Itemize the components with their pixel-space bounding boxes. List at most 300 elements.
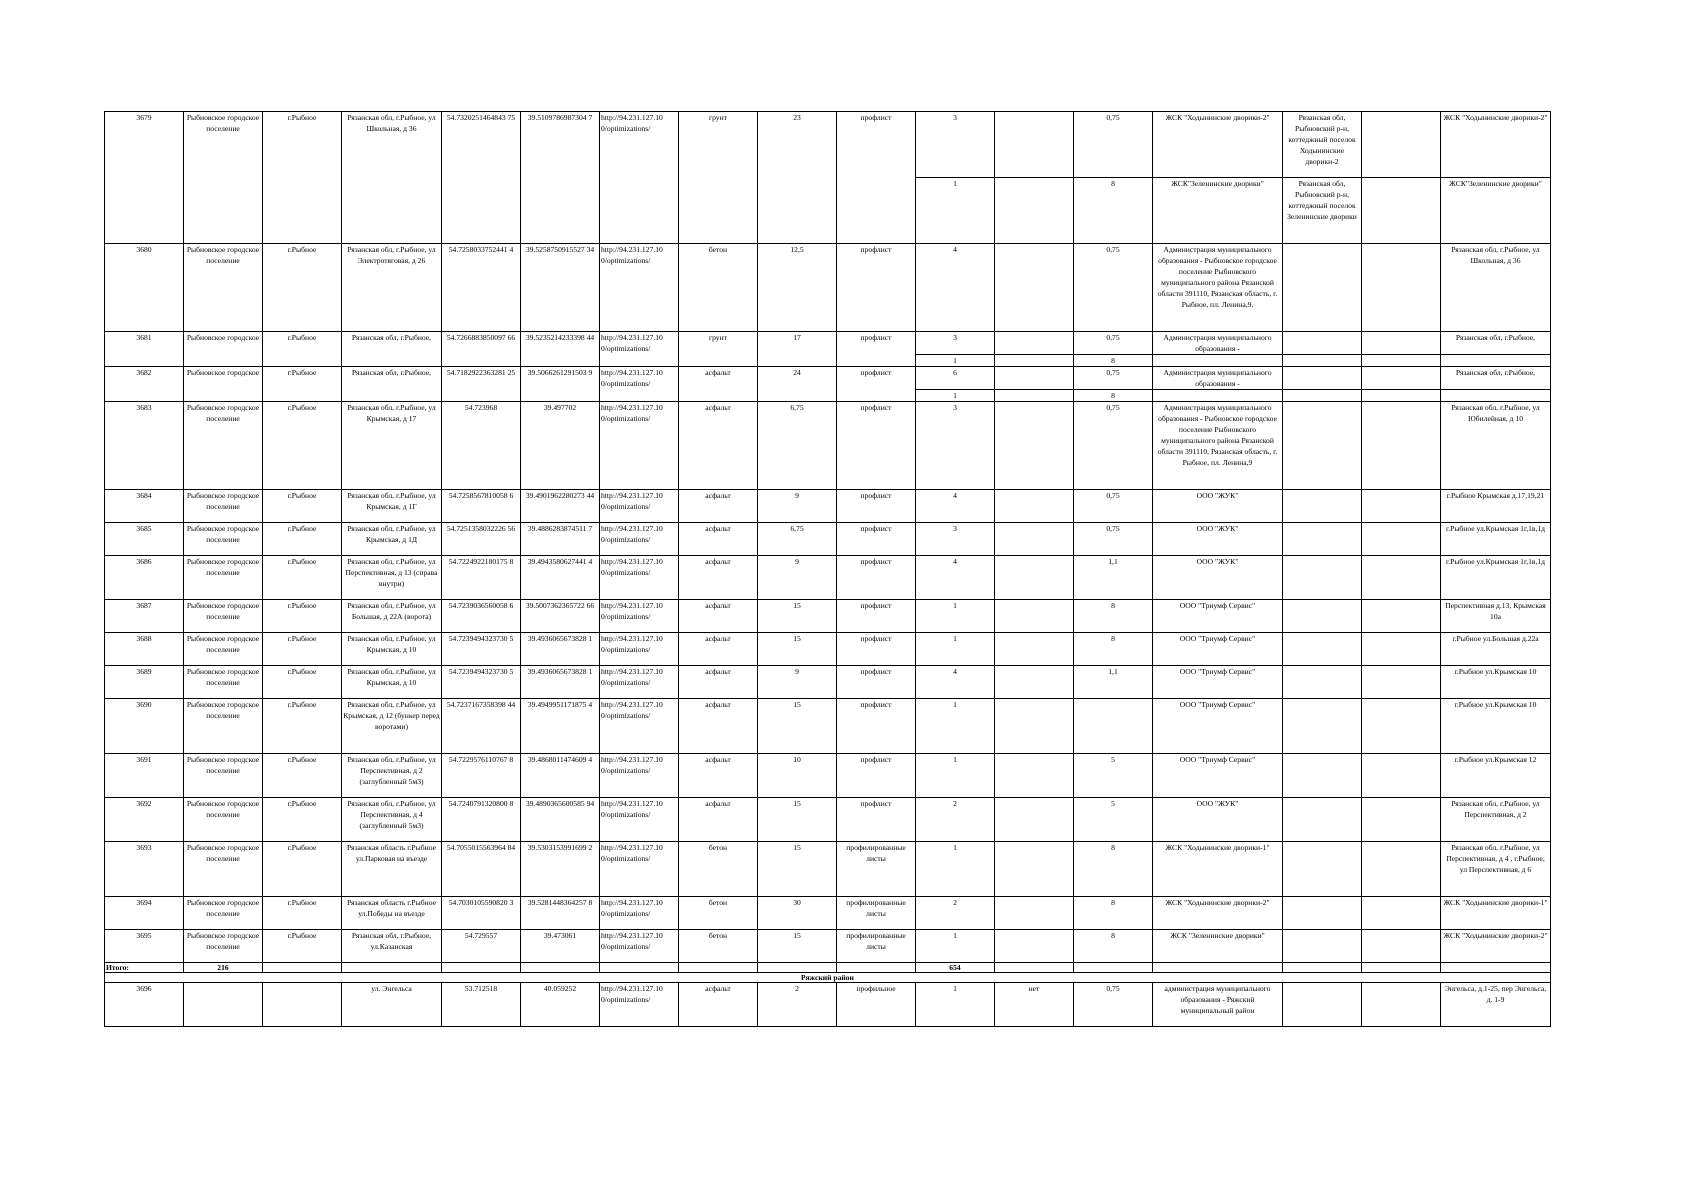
cell-area: 15 xyxy=(758,633,837,666)
cell-latitude: 54.7239494323730 5 xyxy=(442,666,521,699)
cell-volume: 0,75 xyxy=(1074,367,1153,390)
cell-id: 3692 xyxy=(105,798,184,842)
cell-latitude: 54.7266883850097 66 xyxy=(442,332,521,367)
cell-link: http://94.231.127.10 0/optimizations/ xyxy=(600,490,679,523)
cell-src: Энгельса, д.1-25, пер Энгельса, д. 1-9 xyxy=(1441,983,1551,1027)
cell-link: http://94.231.127.10 0/optimizations/ xyxy=(600,842,679,897)
cell-latitude: 54.7224922180175 8 xyxy=(442,556,521,600)
cell-municipality: Рыбновское городское поселение xyxy=(184,402,263,490)
cell-volume: 0,75 xyxy=(1074,402,1153,490)
cell-organization xyxy=(1153,390,1283,402)
cell-empty xyxy=(995,633,1074,666)
cell-empty xyxy=(1362,178,1441,244)
cell-empty xyxy=(1362,600,1441,633)
cell-location: Рязанская обл, Рыбновский р-н, коттеджный поселок Зеленинские дворики xyxy=(1283,178,1362,244)
cell-latitude: 54.7258033752441 4 xyxy=(442,244,521,332)
cell-waste-source: Перспективная д.13, Крымская 10а xyxy=(1441,600,1551,633)
cell-surface: асфальт xyxy=(679,666,758,699)
cell-id: 3679 xyxy=(105,112,184,244)
cell-empty xyxy=(600,963,679,973)
cell-container-count: 1 xyxy=(916,633,995,666)
cell-id: 3695 xyxy=(105,930,184,963)
cell-empty xyxy=(995,699,1074,754)
cell-latitude: 54.7240791320800 8 xyxy=(442,798,521,842)
cell-city: г.Рыбное xyxy=(263,600,342,633)
cell-volume: 0,75 xyxy=(1074,112,1153,178)
cell-fence: профлист xyxy=(837,332,916,367)
cell-waste-source xyxy=(1441,355,1551,367)
cell-address: Рязанская обл, г.Рыбное, ул Школьная, д 36 xyxy=(342,112,442,244)
cell-id: 3694 xyxy=(105,897,184,930)
table-row xyxy=(105,402,1551,490)
cell-empty xyxy=(995,112,1074,178)
cell-organization: ЖСК"Зеленинские дворики" xyxy=(1153,178,1283,244)
cell-link: http://94.231.127.10 0/optimizations/ xyxy=(600,244,679,332)
cell-municipality: Рыбновское городское поселение xyxy=(184,523,263,556)
cell-empty xyxy=(995,842,1074,897)
cell-empty xyxy=(1362,390,1441,402)
cell-longitude: 39.5235214233398 44 xyxy=(521,332,600,367)
cell-longitude: 39.5007362365722 66 xyxy=(521,600,600,633)
cell-municipality: Рыбновское городское поселение xyxy=(184,556,263,600)
cell-id: 3690 xyxy=(105,699,184,754)
cell-latitude: 54.7251358032226 56 xyxy=(442,523,521,556)
cell-address: Рязанская обл, г.Рыбное, ул Крымская, д 10 xyxy=(342,666,442,699)
cell-link: http://94.231.127.10 0/optimizations/ xyxy=(600,332,679,367)
cell-organization: Администрация муниципального образования - Рыбновское городское поселение Рыбновского муниципального района Рязанской области 391110, Рязанская область, г. Рыбное, пл. Ленина,9 xyxy=(1153,402,1283,490)
cell-waste-source: г.Рыбное ул.Крымская 12 xyxy=(1441,754,1551,798)
cell-area: 15 xyxy=(758,842,837,897)
cell-municipality: Рыбновское городское поселение xyxy=(184,666,263,699)
cell-link: http://94.231.127.10 0/optimizations/ xyxy=(600,897,679,930)
cell-container-count: 1 xyxy=(916,754,995,798)
cell-organization: ООО "Триумф Сервис" xyxy=(1153,666,1283,699)
cell-volume: 8 xyxy=(1074,600,1153,633)
cell-waste-source: ЖСК "Ходынинские дворики-1" xyxy=(1441,897,1551,930)
cell-empty xyxy=(1441,963,1551,973)
cell-empty xyxy=(1362,983,1441,1027)
cell-address: Рязанская обл, г.Рыбное, ул Крымская, д 1Д xyxy=(342,523,442,556)
cell-location xyxy=(1283,754,1362,798)
table-row xyxy=(105,930,1551,963)
cell-fence: профлист xyxy=(837,112,916,244)
cell-volume: 8 xyxy=(1074,355,1153,367)
cell-empty xyxy=(679,963,758,973)
cell-vol: 0,75 xyxy=(1074,983,1153,1027)
cell-container-count: 4 xyxy=(916,244,995,332)
cell-volume: 1,1 xyxy=(1074,556,1153,600)
cell-location xyxy=(1283,666,1362,699)
cell-id: 3684 xyxy=(105,490,184,523)
cell-volume: 8 xyxy=(1074,390,1153,402)
cell-address: Рязанская область г.Рыбное ул.Парковая на въезде xyxy=(342,842,442,897)
cell-empty xyxy=(1074,963,1153,973)
cell-longitude: 39.4949951171875 4 xyxy=(521,699,600,754)
cell-fence: профилированные листы xyxy=(837,897,916,930)
cell-latitude: 54.723968 xyxy=(442,402,521,490)
cell-area: 6,75 xyxy=(758,523,837,556)
cell-link: http://94.231.127.10 0/optimizations/ xyxy=(600,983,679,1027)
cell-location xyxy=(1283,600,1362,633)
cell-municipality: Рыбновское городское поселение xyxy=(184,244,263,332)
total-label: Итого: xyxy=(105,963,184,973)
cell-location xyxy=(1283,367,1362,390)
cell-surface: бетон xyxy=(679,244,758,332)
cell-municipality: Рыбновское городское поселение xyxy=(184,112,263,244)
cell-municipality: Рыбновское городское поселение xyxy=(184,754,263,798)
cell-area: 10 xyxy=(758,754,837,798)
cell-address: Рязанская обл, г.Рыбное, ул Крымская, д 1Г xyxy=(342,490,442,523)
cell-location xyxy=(1283,556,1362,600)
cell-container-count: 2 xyxy=(916,798,995,842)
cell-organization: ООО "Триумф Сервис" xyxy=(1153,633,1283,666)
table-row xyxy=(105,332,1551,355)
cell-address: Рязанская обл, г.Рыбное, xyxy=(342,367,442,402)
cell-loc xyxy=(1283,983,1362,1027)
cell-waste-source: Рязанская обл, г.Рыбное, ул Школьная, д 36 xyxy=(1441,244,1551,332)
cell-longitude: 39.4886283874511 7 xyxy=(521,523,600,556)
cell-organization: ООО "Триумф Сервис" xyxy=(1153,600,1283,633)
cell-empty xyxy=(995,963,1074,973)
cell-waste-source xyxy=(1441,390,1551,402)
cell-empty xyxy=(1362,963,1441,973)
cell-empty xyxy=(1362,633,1441,666)
section-title: Ряжский район xyxy=(105,973,1551,983)
cell-organization: Администрация муниципального образования - xyxy=(1153,332,1283,355)
cell-container-count: 6 xyxy=(916,367,995,390)
cell-n: 1 xyxy=(916,983,995,1027)
cell-fence: профлист xyxy=(837,754,916,798)
cell-area: 6,75 xyxy=(758,402,837,490)
cell-empty xyxy=(1362,699,1441,754)
cell-empty xyxy=(1362,842,1441,897)
cell-city: г.Рыбное xyxy=(263,798,342,842)
cell-empty xyxy=(995,367,1074,390)
cell-link: http://94.231.127.10 0/optimizations/ xyxy=(600,930,679,963)
cell-surface: бетон xyxy=(679,842,758,897)
cell-container-count: 3 xyxy=(916,332,995,355)
cell-empty xyxy=(995,178,1074,244)
cell-longitude: 39.4901962280273 44 xyxy=(521,490,600,523)
cell-municipality: Рыбновское городское xyxy=(184,367,263,402)
cell-organization: ЖСК "Ходынинские дворики-2" xyxy=(1153,112,1283,178)
cell-area: 12,5 xyxy=(758,244,837,332)
cell-empty xyxy=(263,963,342,973)
cell-longitude: 39.5281448364257 8 xyxy=(521,897,600,930)
cell-city: г.Рыбное xyxy=(263,490,342,523)
cell-address: Рязанская обл, г.Рыбное, ул Крымская, д 17 xyxy=(342,402,442,490)
cell-organization xyxy=(1153,355,1283,367)
section-row xyxy=(105,973,1551,983)
cell-empty xyxy=(342,963,442,973)
cell-address: Рязанская обл, г.Рыбное, ул Перспективная, д 13 (справа внутри) xyxy=(342,556,442,600)
cell-city: г.Рыбное xyxy=(263,897,342,930)
cell-organization: ООО "ЖУК" xyxy=(1153,523,1283,556)
cell-fence: профлист xyxy=(837,600,916,633)
cell-volume: 8 xyxy=(1074,930,1153,963)
cell-container-count: 4 xyxy=(916,556,995,600)
cell-link: http://94.231.127.10 0/optimizations/ xyxy=(600,367,679,402)
cell-city: г.Рыбное xyxy=(263,666,342,699)
cell-area: 15 xyxy=(758,600,837,633)
cell-container-count: 1 xyxy=(916,390,995,402)
cell-municipality: Рыбновское городское поселение xyxy=(184,930,263,963)
cell-waste-source: Рязанская обл, г.Рыбное, ул Юбилейная, д 10 xyxy=(1441,402,1551,490)
cell-id: 3680 xyxy=(105,244,184,332)
cell-waste-source: г.Рыбное ул.Крымская 1г,1в,1д xyxy=(1441,556,1551,600)
cell-address: Рязанская обл, г.Рыбное, ул Перспективная, д 4 (заглубленный 5м3) xyxy=(342,798,442,842)
cell-location xyxy=(1283,244,1362,332)
cell-address: Рязанская область г.Рыбное ул.Победы на въезде xyxy=(342,897,442,930)
cell-volume: 5 xyxy=(1074,798,1153,842)
table-row xyxy=(105,600,1551,633)
cell-area: 9 xyxy=(758,556,837,600)
cell-longitude: 39.4868011474609 4 xyxy=(521,754,600,798)
cell-surface: асфальт xyxy=(679,633,758,666)
cell-volume: 5 xyxy=(1074,754,1153,798)
cell-longitude: 39.4936065673828 1 xyxy=(521,666,600,699)
cell-empty xyxy=(995,332,1074,355)
cell-longitude: 39.4943580627441 4 xyxy=(521,556,600,600)
total-sum: 654 xyxy=(916,963,995,973)
cell-area: 15 xyxy=(758,930,837,963)
cell-longitude: 39.4890365600585 94 xyxy=(521,798,600,842)
cell-id: 3693 xyxy=(105,842,184,897)
cell-location xyxy=(1283,390,1362,402)
cell-latitude: 54.729557 xyxy=(442,930,521,963)
cell-address: Рязанская обл, г.Рыбное, xyxy=(342,332,442,367)
cell-empty xyxy=(995,600,1074,633)
cell-latitude: 54.7320251464843 75 xyxy=(442,112,521,244)
cell-longitude: 39.497702 xyxy=(521,402,600,490)
table-row xyxy=(105,842,1551,897)
cell-link: http://94.231.127.10 0/optimizations/ xyxy=(600,754,679,798)
cell-municipality: Рыбновское городское поселение xyxy=(184,699,263,754)
cell-id: 3682 xyxy=(105,367,184,402)
cell-organization: Администрация муниципального образования - Рыбновское городское поселение Рыбновского муниципального района Рязанской области 391110, Рязанская область, г. Рыбное, пл. Ленина,9. xyxy=(1153,244,1283,332)
table-row xyxy=(105,367,1551,390)
cell-waste-source: г.Рыбное ул.Крымская 10 xyxy=(1441,666,1551,699)
cell-container-count: 3 xyxy=(916,112,995,178)
cell-waste-source: Рязанская обл, г.Рыбное, ул Перспективная, д 4 , г.Рыбное, ул Перспективная, д 6 xyxy=(1441,842,1551,897)
cell-container-count: 2 xyxy=(916,897,995,930)
table-row xyxy=(105,798,1551,842)
cell-organization: ООО "Триумф Сервис" xyxy=(1153,754,1283,798)
cell-fence: профилированные листы xyxy=(837,842,916,897)
cell-empty xyxy=(995,754,1074,798)
cell-empty xyxy=(1362,244,1441,332)
cell-fence: профлист xyxy=(837,367,916,402)
cell-municipality: Рыбновское городское поселение xyxy=(184,842,263,897)
cell-area: 23 xyxy=(758,112,837,244)
cell-latitude: 54.7030105590820 3 xyxy=(442,897,521,930)
cell-surface: асфальт xyxy=(679,402,758,490)
cell-city: г.Рыбное xyxy=(263,930,342,963)
cell-waste-source: г.Рыбное Крымская д.17,19,21 xyxy=(1441,490,1551,523)
cell-latitude: 54.7237167358398 44 xyxy=(442,699,521,754)
cell-organization: ООО "ЖУК" xyxy=(1153,490,1283,523)
cell-location xyxy=(1283,633,1362,666)
cell-empty xyxy=(442,963,521,973)
cell-fence: профлист xyxy=(837,798,916,842)
cell-longitude: 39.4936065673828 1 xyxy=(521,633,600,666)
cell-lat: 53.712518 xyxy=(442,983,521,1027)
cell-waste-source: ЖСК "Ходынинские дворики-2" xyxy=(1441,930,1551,963)
cell-volume xyxy=(1074,699,1153,754)
table-row xyxy=(105,523,1551,556)
table-row xyxy=(105,244,1551,332)
cell-volume: 0,75 xyxy=(1074,523,1153,556)
cell-fence: профлист xyxy=(837,633,916,666)
cell-latitude: 54.7239494323730 5 xyxy=(442,633,521,666)
cell-waste-source: Рязанская обл, г.Рыбное, xyxy=(1441,367,1551,390)
cell-empty xyxy=(995,930,1074,963)
cell-container-count: 3 xyxy=(916,402,995,490)
cell-addr: ул. Энгельса xyxy=(342,983,442,1027)
cell-id: 3689 xyxy=(105,666,184,699)
cell-container-count: 1 xyxy=(916,355,995,367)
cell-link: http://94.231.127.10 0/optimizations/ xyxy=(600,666,679,699)
cell-surf: асфальт xyxy=(679,983,758,1027)
cell-container-count: 3 xyxy=(916,523,995,556)
cell-empty xyxy=(1362,332,1441,355)
cell-surface: асфальт xyxy=(679,798,758,842)
cell-area: 9 xyxy=(758,490,837,523)
cell-id: 3686 xyxy=(105,556,184,600)
cell-waste-source: г.Рыбное ул.Крымская 1г,1в,1д xyxy=(1441,523,1551,556)
cell-empty xyxy=(995,666,1074,699)
cell-extra: нет xyxy=(995,983,1074,1027)
cell-id: 3683 xyxy=(105,402,184,490)
cell-link: http://94.231.127.10 0/optimizations/ xyxy=(600,600,679,633)
cell-volume: 0,75 xyxy=(1074,332,1153,355)
cell-surface: асфальт xyxy=(679,754,758,798)
cell-surface: асфальт xyxy=(679,600,758,633)
cell-fence: профлист xyxy=(837,699,916,754)
cell-city: г.Рыбное xyxy=(263,112,342,244)
cell-organization: ООО "Триумф Сервис" xyxy=(1153,699,1283,754)
total-row xyxy=(105,963,1551,973)
cell-location xyxy=(1283,490,1362,523)
cell-volume: 8 xyxy=(1074,633,1153,666)
cell-latitude: 54.7258567810058 6 xyxy=(442,490,521,523)
cell-waste-source: Рязанская обл, г.Рыбное, ул Перспективная, д 2 xyxy=(1441,798,1551,842)
cell-address: Рязанская обл, г.Рыбное, ул Электротяговая, д 26 xyxy=(342,244,442,332)
total-count: 216 xyxy=(184,963,263,973)
cell-organization: ЖСК "Ходынинские дворики-1" xyxy=(1153,842,1283,897)
cell-city: г.Рыбное xyxy=(263,699,342,754)
cell-id: 3696 xyxy=(105,983,184,1027)
cell-surface: грунт xyxy=(679,332,758,367)
cell-volume: 8 xyxy=(1074,897,1153,930)
cell-organization: Администрация муниципального образования - xyxy=(1153,367,1283,390)
cell-link: http://94.231.127.10 0/optimizations/ xyxy=(600,523,679,556)
cell-city: г.Рыбное xyxy=(263,556,342,600)
cell-surface: бетон xyxy=(679,930,758,963)
table-row xyxy=(105,490,1551,523)
cell-municipality: Рыбновское городское поселение xyxy=(184,600,263,633)
cell-empty xyxy=(1362,112,1441,178)
cell-organization: ООО "ЖУК" xyxy=(1153,798,1283,842)
cell-id: 3685 xyxy=(105,523,184,556)
cell-longitude: 39.473061 xyxy=(521,930,600,963)
cell-surface: асфальт xyxy=(679,367,758,402)
cell-link: http://94.231.127.10 0/optimizations/ xyxy=(600,112,679,244)
cell-empty xyxy=(1362,930,1441,963)
cell-location xyxy=(1283,523,1362,556)
cell-waste-source: ЖСК"Зеленинские дворики" xyxy=(1441,178,1551,244)
cell-organization: ЖСК "Ходынинские дворики-2" xyxy=(1153,897,1283,930)
cell-container-count: 4 xyxy=(916,666,995,699)
cell-empty xyxy=(995,244,1074,332)
table-row xyxy=(105,983,1551,1027)
cell-empty xyxy=(1362,402,1441,490)
cell-volume: 1,1 xyxy=(1074,666,1153,699)
cell-longitude: 39.5303153991699 2 xyxy=(521,842,600,897)
cell-mun xyxy=(184,983,263,1027)
cell-address: Рязанская обл, г.Рыбное, ул Перспективная, д 2 (заглубленный 5м3) xyxy=(342,754,442,798)
cell-location xyxy=(1283,897,1362,930)
cell-waste-source: ЖСК "Ходынинские дворики-2" xyxy=(1441,112,1551,178)
cell-latitude: 54.7229576110767 8 xyxy=(442,754,521,798)
cell-area: 15 xyxy=(758,699,837,754)
cell-empty xyxy=(1362,798,1441,842)
cell-fence: профлист xyxy=(837,244,916,332)
cell-address: Рязанская обл, г.Рыбное, ул Большая, д 22А (ворота) xyxy=(342,600,442,633)
cell-empty xyxy=(1362,490,1441,523)
cell-link: http://94.231.127.10 0/optimizations/ xyxy=(600,699,679,754)
cell-empty xyxy=(995,402,1074,490)
cell-empty xyxy=(995,798,1074,842)
table-row xyxy=(105,699,1551,754)
cell-empty xyxy=(1362,556,1441,600)
cell-surface: асфальт xyxy=(679,556,758,600)
cell-container-count: 1 xyxy=(916,600,995,633)
cell-empty xyxy=(995,897,1074,930)
cell-link: http://94.231.127.10 0/optimizations/ xyxy=(600,798,679,842)
cell-municipality: Рыбновское городское xyxy=(184,332,263,367)
cell-empty xyxy=(837,963,916,973)
cell-volume: 0,75 xyxy=(1074,244,1153,332)
cell-empty xyxy=(1362,897,1441,930)
cell-fence: профлист xyxy=(837,523,916,556)
cell-location xyxy=(1283,332,1362,355)
cell-empty xyxy=(1362,754,1441,798)
cell-fence: профлист xyxy=(837,666,916,699)
cell-id: 3687 xyxy=(105,600,184,633)
cell-city: г.Рыбное xyxy=(263,842,342,897)
cell-latitude: 54.7239036560058 6 xyxy=(442,600,521,633)
cell-location xyxy=(1283,402,1362,490)
cell-empty xyxy=(1153,963,1283,973)
cell-municipality: Рыбновское городское поселение xyxy=(184,798,263,842)
cell-link: http://94.231.127.10 0/optimizations/ xyxy=(600,633,679,666)
table-row xyxy=(105,556,1551,600)
cell-city: г.Рыбное xyxy=(263,332,342,367)
cell-municipality: Рыбновское городское поселение xyxy=(184,490,263,523)
registry-table xyxy=(104,111,1551,1027)
cell-link: http://94.231.127.10 0/optimizations/ xyxy=(600,402,679,490)
cell-empty xyxy=(758,963,837,973)
cell-waste-source: г.Рыбное ул.Большая д.22а xyxy=(1441,633,1551,666)
cell-municipality: Рыбновское городское поселение xyxy=(184,897,263,930)
table-row xyxy=(105,666,1551,699)
cell-location xyxy=(1283,842,1362,897)
cell-address: Рязанская обл, г.Рыбное, ул Крымская, д 10 xyxy=(342,633,442,666)
cell-empty xyxy=(1283,963,1362,973)
cell-area: 17 xyxy=(758,332,837,367)
cell-fence: профлист xyxy=(837,556,916,600)
